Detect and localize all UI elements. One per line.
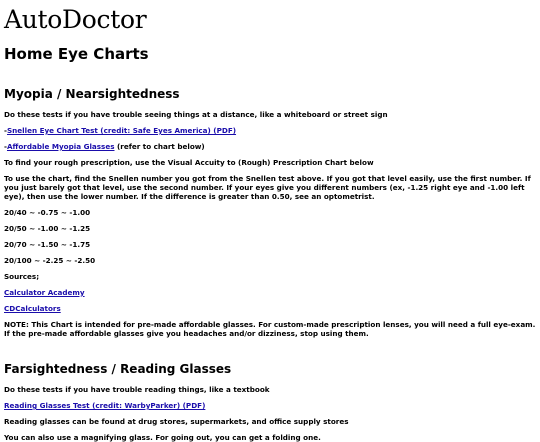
source-line [4, 304, 536, 313]
dash: - [4, 126, 7, 135]
sources-label: Sources; [4, 272, 40, 281]
affordable-suffix: (refer to chart below) [114, 142, 205, 151]
chart-note: NOTE: This Chart is intended for pre-made affordable glasses. For custom-made prescription lenses, you will need a full eye-exam. If the pre-made affordable glasses give you headaches and/or dizziness, stop using them. [4, 320, 536, 338]
snellen-line [4, 126, 536, 135]
chart-row: 20/100 ~ -2.25 ~ -2.50 [4, 256, 96, 265]
chart-instructions: To use the chart, find the Snellen number you got from the Snellen test above. If you got that level easily, use the first number. If you just barely got that level, use the second number. If your eyes give you different numbers (ex, -1.25 right eye and -1.00 left eye), then use the lower number. If the difference is greater than 0.50, see an optometrist. [4, 174, 531, 201]
myopia-heading: Myopia / Nearsightedness [4, 87, 180, 101]
page-title: Home Eye Charts [4, 45, 149, 63]
cdcalculators-link[interactable]: CDCalculators [4, 304, 61, 313]
reading-test-line [4, 401, 536, 410]
reading-glasses-test-link[interactable]: Reading Glasses Test (credit: WarbyParker) (PDF) [4, 401, 206, 410]
source-line [4, 288, 536, 297]
site-logo[interactable]: AutoDoctor [4, 5, 147, 34]
chart-row: 20/50 ~ -1.00 ~ -1.25 [4, 224, 91, 233]
dash: - [4, 142, 7, 151]
chart-row: 20/40 ~ -0.75 ~ -1.00 [4, 208, 91, 217]
farsight-intro: Do these tests if you have trouble reading things, like a textbook [4, 385, 270, 394]
reading-glasses-where: Reading glasses can be found at drug stores, supermarkets, and office supply stores [4, 417, 349, 426]
page [0, 6, 540, 442]
chart-row: 20/70 ~ -1.50 ~ -1.75 [4, 240, 91, 249]
snellen-chart-link[interactable]: Snellen Eye Chart Test (credit: Safe Eyes America) (PDF) [6, 126, 237, 135]
calculator-academy-link[interactable]: Calculator Academy [4, 288, 85, 297]
affordable-line [4, 142, 536, 151]
affordable-glasses-link[interactable]: Affordable Myopia Glasses [6, 142, 115, 151]
rough-prescription-text: To find your rough prescription, use the Visual Accuity to (Rough) Prescription Chart below [4, 158, 374, 167]
farsightedness-heading: Farsightedness / Reading Glasses [4, 362, 232, 376]
myopia-intro: Do these tests if you have trouble seeing things at a distance, like a whiteboard or street sign [4, 110, 388, 119]
magnifying-glass-text: You can also use a magnifying glass. For going out, you can get a folding one. [4, 433, 321, 442]
